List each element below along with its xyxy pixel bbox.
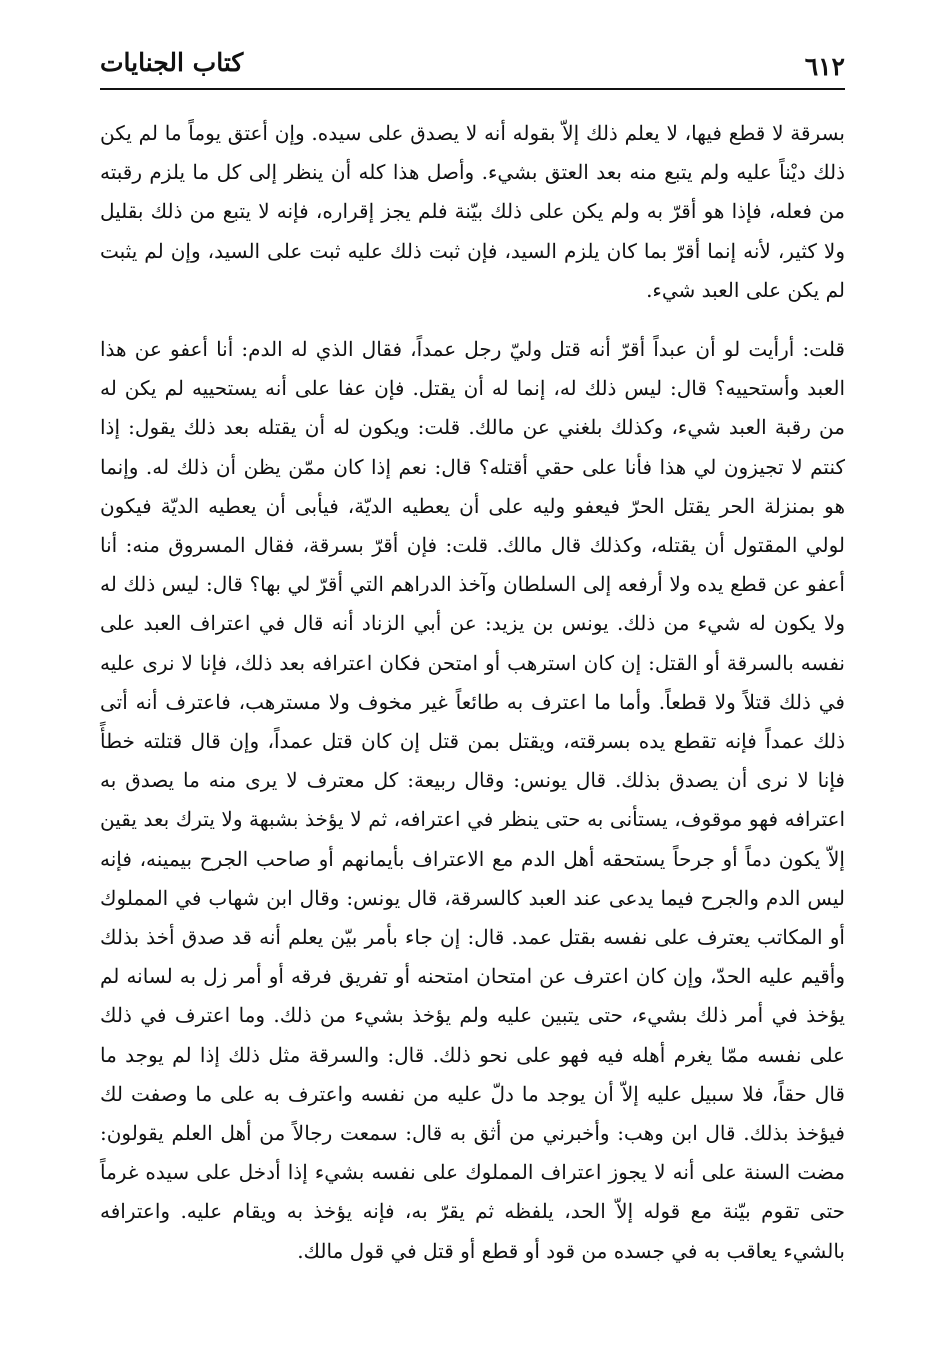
book-title: كتاب الجنايات [100,48,244,77]
running-head [100,38,845,90]
paragraph-2: قلت: أرأيت لو أن عبداً أقرّ أنه قتل وليّ رجل عمداً، فقال الذي له الدم: أنا أعفو عن هذا العبد وأستحييه؟ قال: ليس ذلك له، إنما له أن يقتل. فإن عفا على أنه يستحييه لم يكن له من رقبة العبد شيء، وكذلك بلغني عن مالك. قلت: ويكون له أن يقتله بعد ذلك يقول: إذا كنتم لا تجيزون لي هذا فأنا على حقي أقتله؟ قال: نعم إذا كان ممّن يظن أن ذلك له. وإنما هو بمنزلة الحر يقتل الحرّ فيعفو وليه على أن يعطيه الديّة، فيأبى أن يعطيه الديّة فيكون لولي المقتول أن يقتله، وكذلك قال مالك. قلت: فإن أقرّ بسرقة، فقال المسروق منه: أنا أعفو عن قطع يده ولا أرفعه إلى السلطان وآخذ الدراهم التي أقرّ لي بها؟ قال: ليس ذلك له ولا يكون له شيء من ذلك. يونس بن يزيد: عن أبي الزناد أنه قال في اعتراف العبد على نفسه بالسرقة أو القتل: إن كان استرهب أو امتحن فكان اعترافه بعد ذلك، فإنا لا نرى عليه في ذلك قتلاً ولا قطعاً. وأما ما اعترف به طائعاً غير مخوف ولا مسترهب، فاعترف أنه أتى ذلك عمداً فإنه تقطع يده بسرقته، ويقتل بمن قتل إن كان قتل عمداً، وإن قال قتلته خطأً فإنا لا نرى أن يصدق بذلك. قال يونس: وقال ربيعة: كل معترف لا يرى منه ما يصدق به اعترافه فهو موقوف، يستأنى به حتى ينظر في اعترافه، ثم لا يؤخذ بشبهة ولا يترك بعد يقين إلاّ يكون دماً أو جرحاً يستحقه أهل الدم مع الاعتراف بأيمانهم أو صاحب الجرح بيمينه، فإنه ليس الدم والجرح فيما يدعى عند العبد كالسرقة، قال يونس: وقال ابن شهاب في المملوك أو المكاتب يعترف على نفسه بقتل عمد. قال: إن جاء بأمر بيّن يعلم أنه قد صدق أخذ بذلك وأقيم عليه الحدّ، وإن كان اعترف عن امتحان امتحنه أو تفريق فرقه أو أمر زل به لسانه لم يؤخذ في أمر ذلك بشيء، حتى يتبين عليه ولم يؤخذ بشيء من ذلك. وما اعترف في ذلك على نفسه ممّا يغرم أهله فيه فهو على نحو ذلك. قال: والسرقة مثل ذلك إذا لم يوجد ما قال حقاً، فلا سبيل عليه إلاّ أن يوجد ما دلّ عليه من نفسه واعترف به على ما وصفت لك فيؤخذ بذلك. قال ابن وهب: وأخبرني من أثق به قال: سمعت رجالاً من أهل العلم يقولون: مضت السنة على أنه لا يجوز اعتراف المملوك على نفسه بشيء إذا أدخل على سيده غرماً حتى تقوم بيّنة مع قوله إلاّ الحد، يلفظه ثم يقرّ به، فإنه يؤخذ به ويقام عليه. واعترافه بالشيء يعاقب به في جسده من قود أو قطع أو قتل في قول مالك. [100,337,846,1263]
page-number: ٦١٢ [804,52,845,81]
body-text [100,114,845,1271]
paragraph-1: بسرقة لا قطع فيها، لا يعلم ذلك إلاّ بقوله أنه لا يصدق على سيده. وإن أعتق يوماً ما لم يكن ذلك ديْناً عليه ولم يتبع منه بعد العتق بشيء. وأصل هذا كله أن ينظر إلى كل ما يلزم رقبته من فعله، فإذا هو أقرّ به ولم يكن على ذلك بيّنة فلم يجز إقراره، فإنه لا يتبع من ذلك بقليل ولا كثير، لأنه إنما أقرّ بما كان يلزم السيد، فإن ثبت ذلك عليه ثبت على السيد، وإن لم يثبت لم يكن على العبد شيء. [100,121,846,302]
